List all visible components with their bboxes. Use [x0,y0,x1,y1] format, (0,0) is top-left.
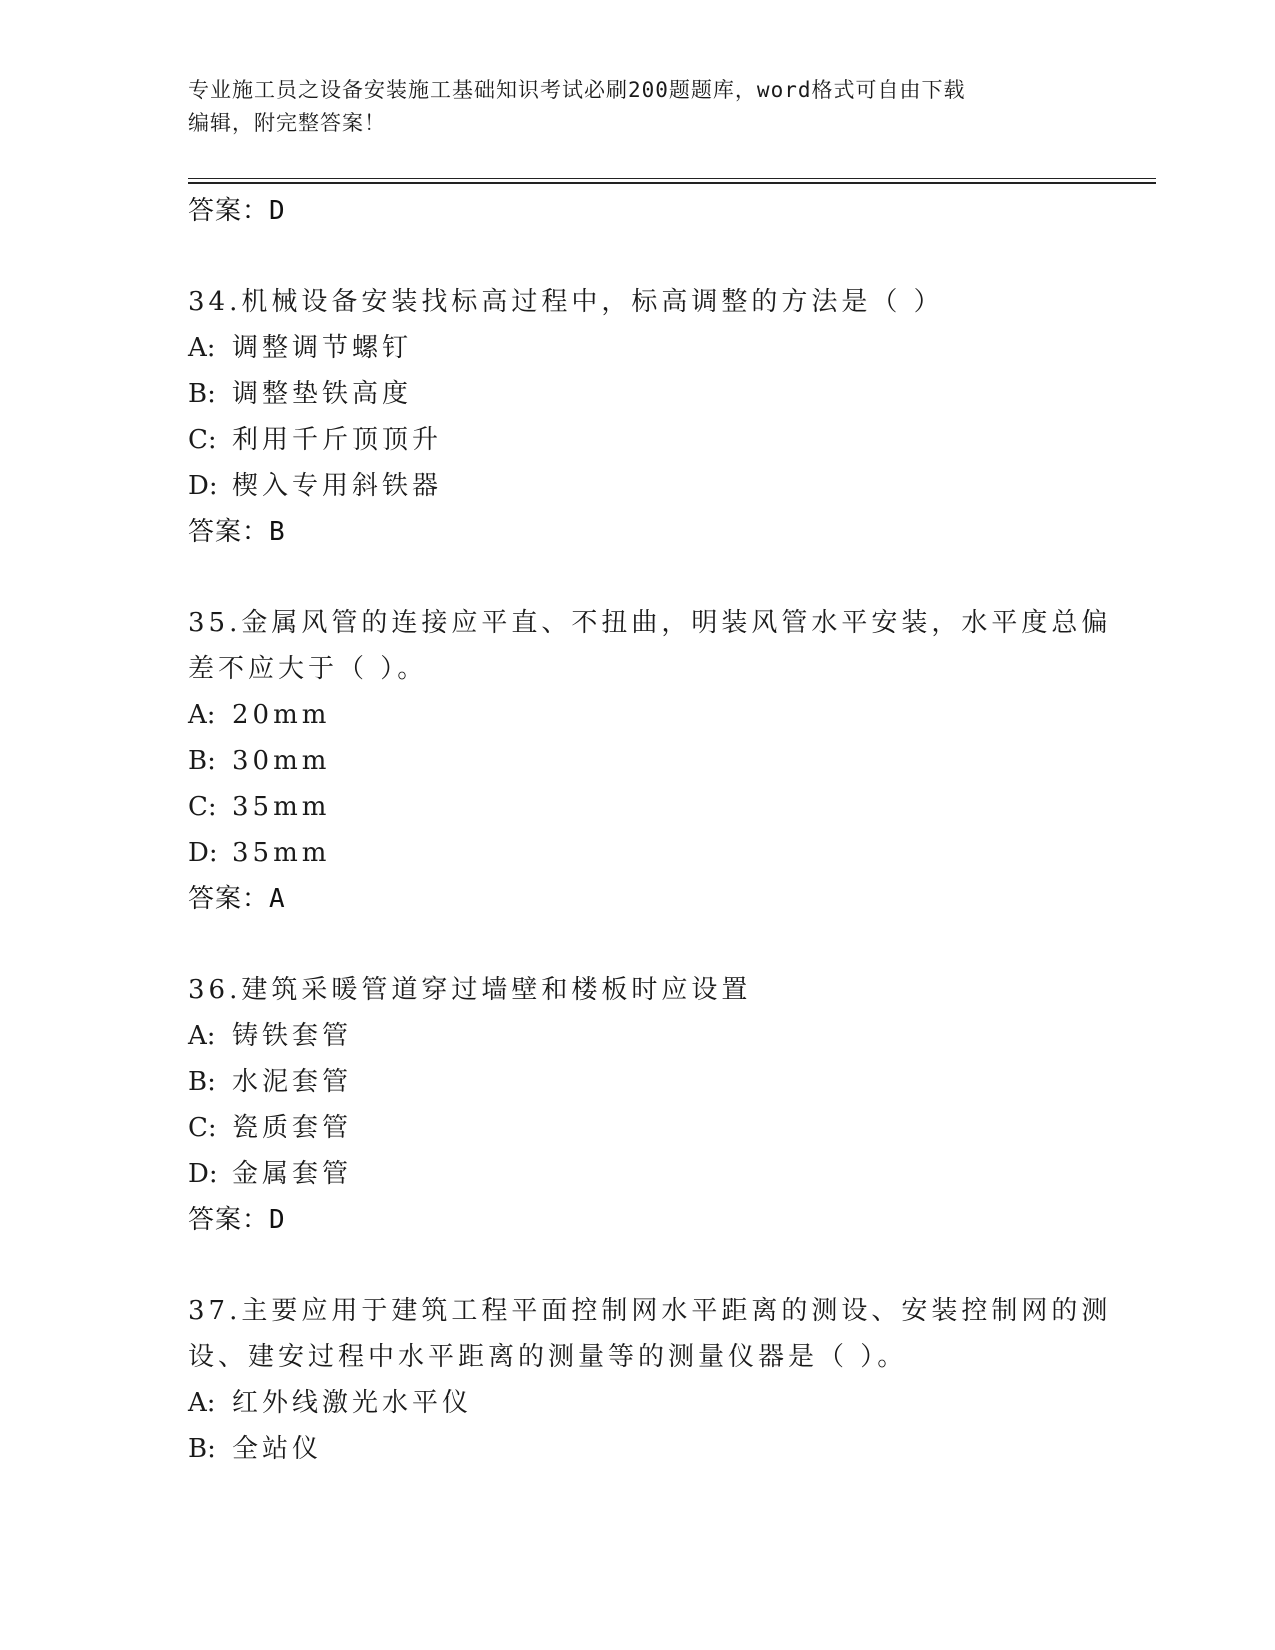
option-c [188,784,1088,830]
question-text-continued: 差不应大于（ ）。 [188,654,428,684]
answer-value: D [269,1205,286,1235]
answer-line [188,509,1088,555]
spacer [188,1243,1088,1288]
option-letter: B: [188,379,216,409]
question-block [188,967,1088,1243]
option-b [188,371,1088,417]
option-letter: D: [188,471,218,501]
option-a [188,1380,1088,1426]
option-text: 金属套管 [232,1159,353,1189]
option-text: 利用千斤顶顶升 [232,425,443,455]
option-text: 楔入专用斜铁器 [232,471,443,501]
answer-value: B [269,517,286,547]
option-letter: D: [188,838,218,868]
option-text: 铸铁套管 [232,1021,353,1051]
question-list [188,188,1112,1472]
question-text: 35.金属风管的连接应平直、不扭曲，明装风管水平安装，水平度总偏 [188,608,1112,638]
spacer [188,555,1088,600]
header-rule-thick [188,182,1156,184]
option-text: 20mm [232,700,331,730]
option-text: 调整垫铁高度 [232,379,413,409]
option-letter: A: [188,1388,216,1418]
option-text: 35mm [232,838,331,868]
option-letter: B: [188,746,216,776]
header-rule-thin [188,178,1156,179]
option-c [188,417,1088,463]
option-text: 瓷质套管 [232,1113,353,1143]
option-text: 全站仪 [232,1434,323,1464]
option-a [188,692,1088,738]
option-letter: C: [188,425,217,455]
option-letter: A: [188,1021,216,1051]
option-text: 红外线激光水平仪 [232,1388,473,1418]
spacer [188,922,1088,967]
option-letter: A: [188,700,216,730]
question-text-continued: 设、建安过程中水平距离的测量等的测量仪器是（ ）。 [188,1342,908,1372]
answer-value: D [269,196,286,226]
header-line-2: 编辑，附完整答案！ [188,111,386,135]
question-text: 36.建筑采暖管道穿过墙壁和楼板时应设置 [188,975,752,1005]
answer-line [188,188,1088,234]
answer-label: 答案： [188,517,270,547]
option-text: 水泥套管 [232,1067,353,1097]
option-a [188,325,1088,371]
question-block [188,600,1112,922]
option-b [188,738,1088,784]
option-text: 35mm [232,792,331,822]
answer-label: 答案： [188,884,270,914]
option-letter: B: [188,1434,216,1464]
option-a [188,1013,1088,1059]
page-header [188,74,1088,140]
option-b [188,1426,1088,1472]
question-text: 37.主要应用于建筑工程平面控制网水平距离的测设、安装控制网的测 [188,1296,1112,1326]
answer-line [188,1197,1088,1243]
option-letter: D: [188,1159,218,1189]
header-line-1: 专业施工员之设备安装施工基础知识考试必刷200题题库，word格式可自由下载 [188,78,966,102]
option-letter: B: [188,1067,216,1097]
option-d [188,830,1088,876]
option-b [188,1059,1088,1105]
option-c [188,1105,1088,1151]
question-text: 34.机械设备安装找标高过程中，标高调整的方法是（ ） [188,287,944,317]
answer-line [188,876,1088,922]
option-letter: C: [188,792,217,822]
option-letter: C: [188,1113,217,1143]
option-d [188,1151,1088,1197]
spacer [188,234,1088,279]
option-d [188,463,1088,509]
question-block [188,1288,1112,1472]
answer-value: A [269,884,286,914]
answer-label: 答案： [188,196,270,226]
answer-label: 答案： [188,1205,270,1235]
option-text: 30mm [232,746,331,776]
option-letter: A: [188,333,216,363]
option-text: 调整调节螺钉 [232,333,413,363]
question-block [188,279,1088,555]
